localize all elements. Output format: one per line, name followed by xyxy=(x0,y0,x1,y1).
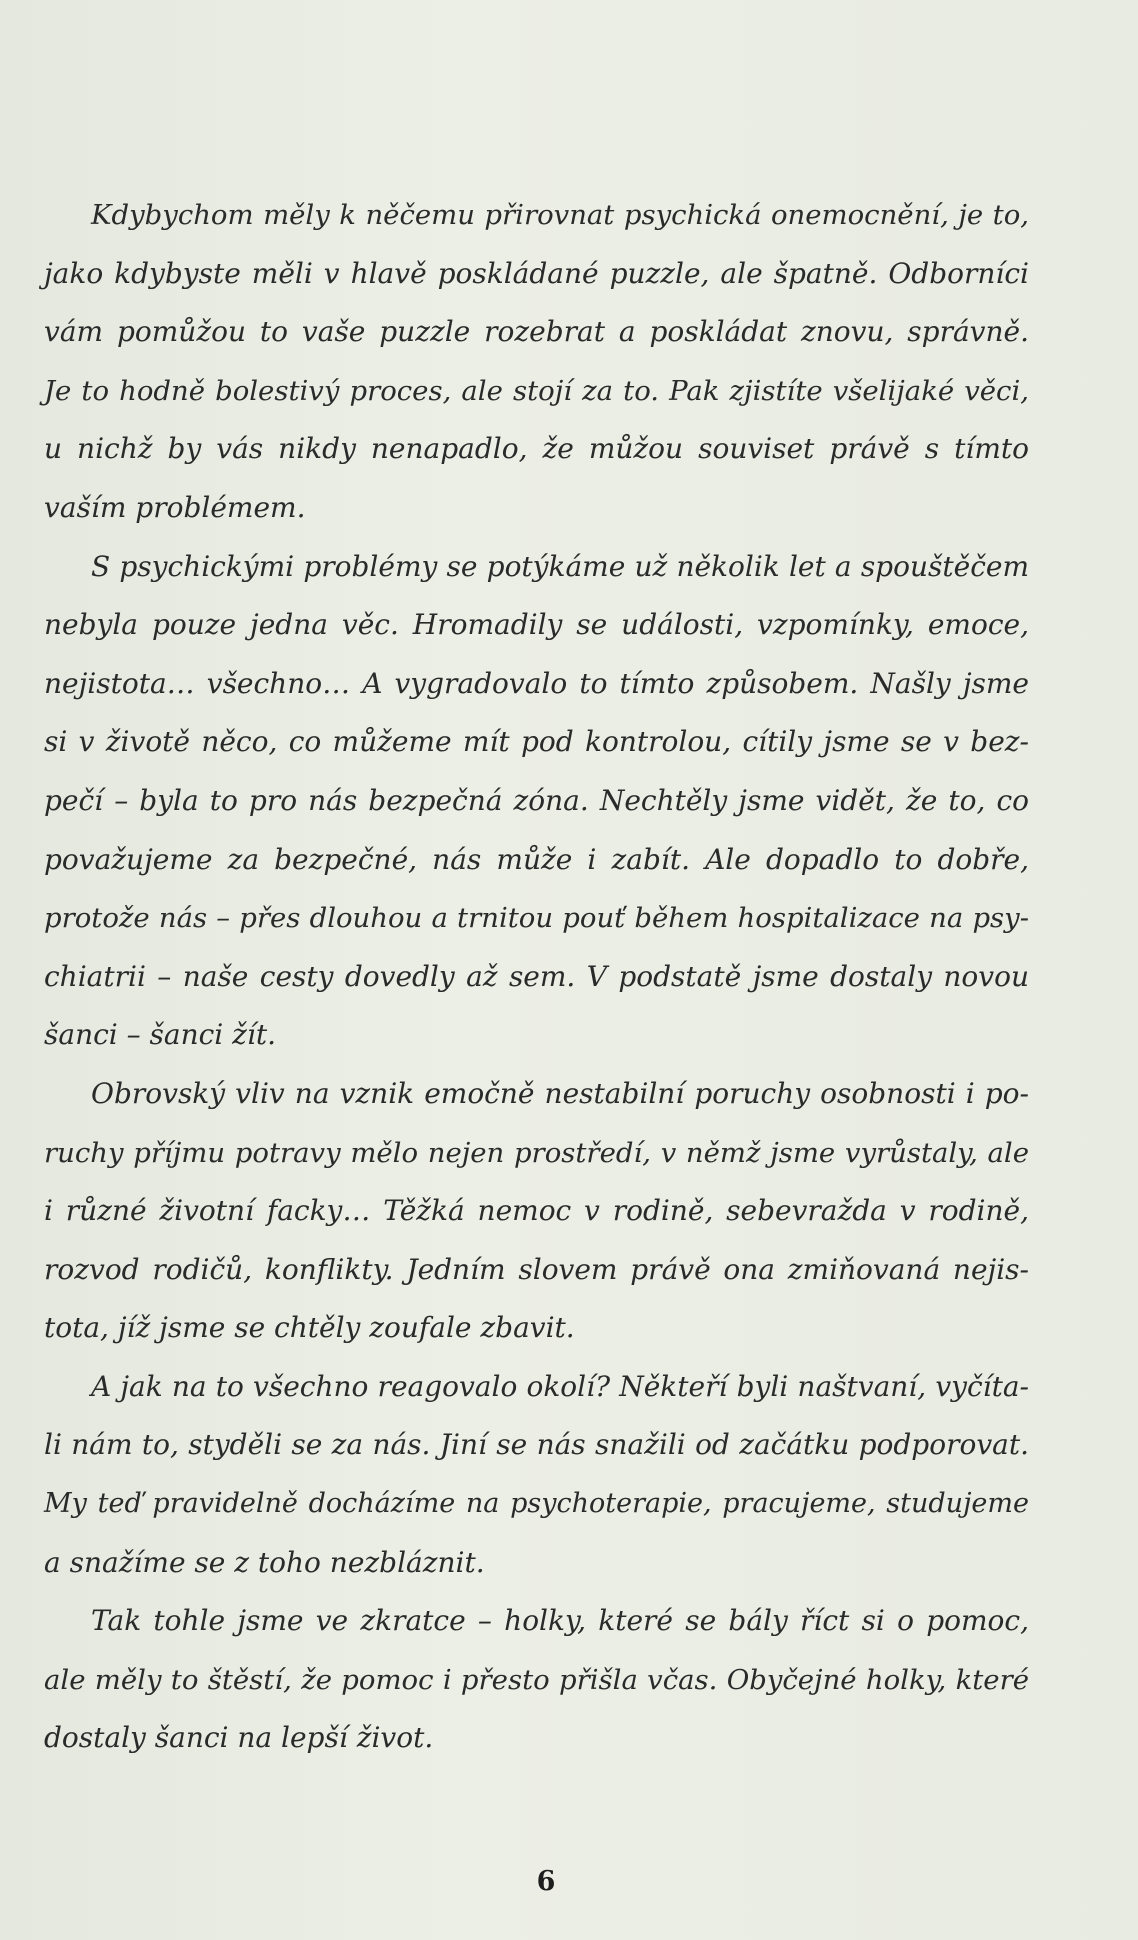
text-line: chiatrii – naše cesty dovedly až sem. V podstatě jsme dostaly novou xyxy=(44,959,1029,993)
text-line: Kdybychom měly k něčemu přirovnat psychická onemocnění, je to, xyxy=(91,199,1029,231)
text-line: rozvod rodičů, konflikty. Jedním slovem právě ona zmiňovaná nejis- xyxy=(44,1252,1029,1286)
paragraph xyxy=(44,186,1029,538)
text-line: ruchy příjmu potravy mělo nejen prostředí, v němž jsme vyrůstaly, ale xyxy=(44,1136,1029,1169)
text-line: nebyla pouze jedna věc. Hromadily se události, vzpomínky, emoce, xyxy=(44,608,1029,642)
text-line: u nichž by vás nikdy nenapadlo, že můžou souviset právě s tímto xyxy=(44,432,1029,466)
text-line: i různé životní facky… Těžká nemoc v rodině, sebevražda v rodině, xyxy=(44,1194,1029,1228)
text-line: vaším problémem. xyxy=(44,490,306,524)
text-line: li nám to, styděli se za nás. Jiní se nás snažili od začátku podporovat. xyxy=(44,1428,1029,1462)
text-line: My teď pravidelně docházíme na psychoterapie, pracujeme, studujeme xyxy=(44,1488,1029,1520)
text-line: nejistota… všechno… A vygradovalo to tímto způsobem. Našly jsme xyxy=(44,666,1029,700)
body-text xyxy=(44,186,1029,1768)
text-line: si v životě něco, co můžeme mít pod kontrolou, cítily jsme se v bez- xyxy=(44,725,1029,759)
text-line: jako kdybyste měli v hlavě poskládané puzzle, ale špatně. Odborníci xyxy=(44,256,1029,290)
text-line: a snažíme se z toho nezbláznit. xyxy=(44,1545,485,1579)
text-line: ale měly to štěstí, že pomoc i přesto přišla včas. Obyčejné holky, které xyxy=(44,1663,1029,1696)
text-line: Je to hodně bolestivý proces, ale stojí za to. Pak zjistíte všelijaké věci, xyxy=(44,374,1029,407)
paragraph xyxy=(44,1592,1029,1768)
paragraph xyxy=(44,1358,1029,1592)
text-line: vám pomůžou to vaše puzzle rozebrat a poskládat znovu, správně. xyxy=(44,315,1029,349)
text-line: šanci – šanci žít. xyxy=(44,1018,277,1052)
text-line: Tak tohle jsme ve zkratce – holky, které se bály říct si o pomoc, xyxy=(91,1604,1029,1638)
text-line: považujeme za bezpečné, nás může i zabít. Ale dopadlo to dobře, xyxy=(44,842,1029,876)
paragraph xyxy=(44,1065,1029,1358)
text-line: protože nás – přes dlouhou a trnitou pouť během hospitalizace na psy- xyxy=(44,902,1029,935)
page-number: 6 xyxy=(536,1866,556,1897)
paragraph xyxy=(44,538,1029,1065)
text-line: S psychickými problémy se potýkáme už několik let a spouštěčem xyxy=(91,549,1029,583)
text-line: A jak na to všechno reagovalo okolí? Někteří byli naštvaní, vyčíta- xyxy=(91,1369,1029,1403)
text-line: tota, jíž jsme se chtěly zoufale zbavit. xyxy=(44,1311,575,1345)
text-line: pečí – byla to pro nás bezpečná zóna. Nechtěly jsme vidět, že to, co xyxy=(44,783,1029,817)
text-line: Obrovský vliv na vznik emočně nestabilní poruchy osobnosti i po- xyxy=(91,1076,1029,1110)
text-line: dostaly šanci na lepší život. xyxy=(44,1721,434,1755)
